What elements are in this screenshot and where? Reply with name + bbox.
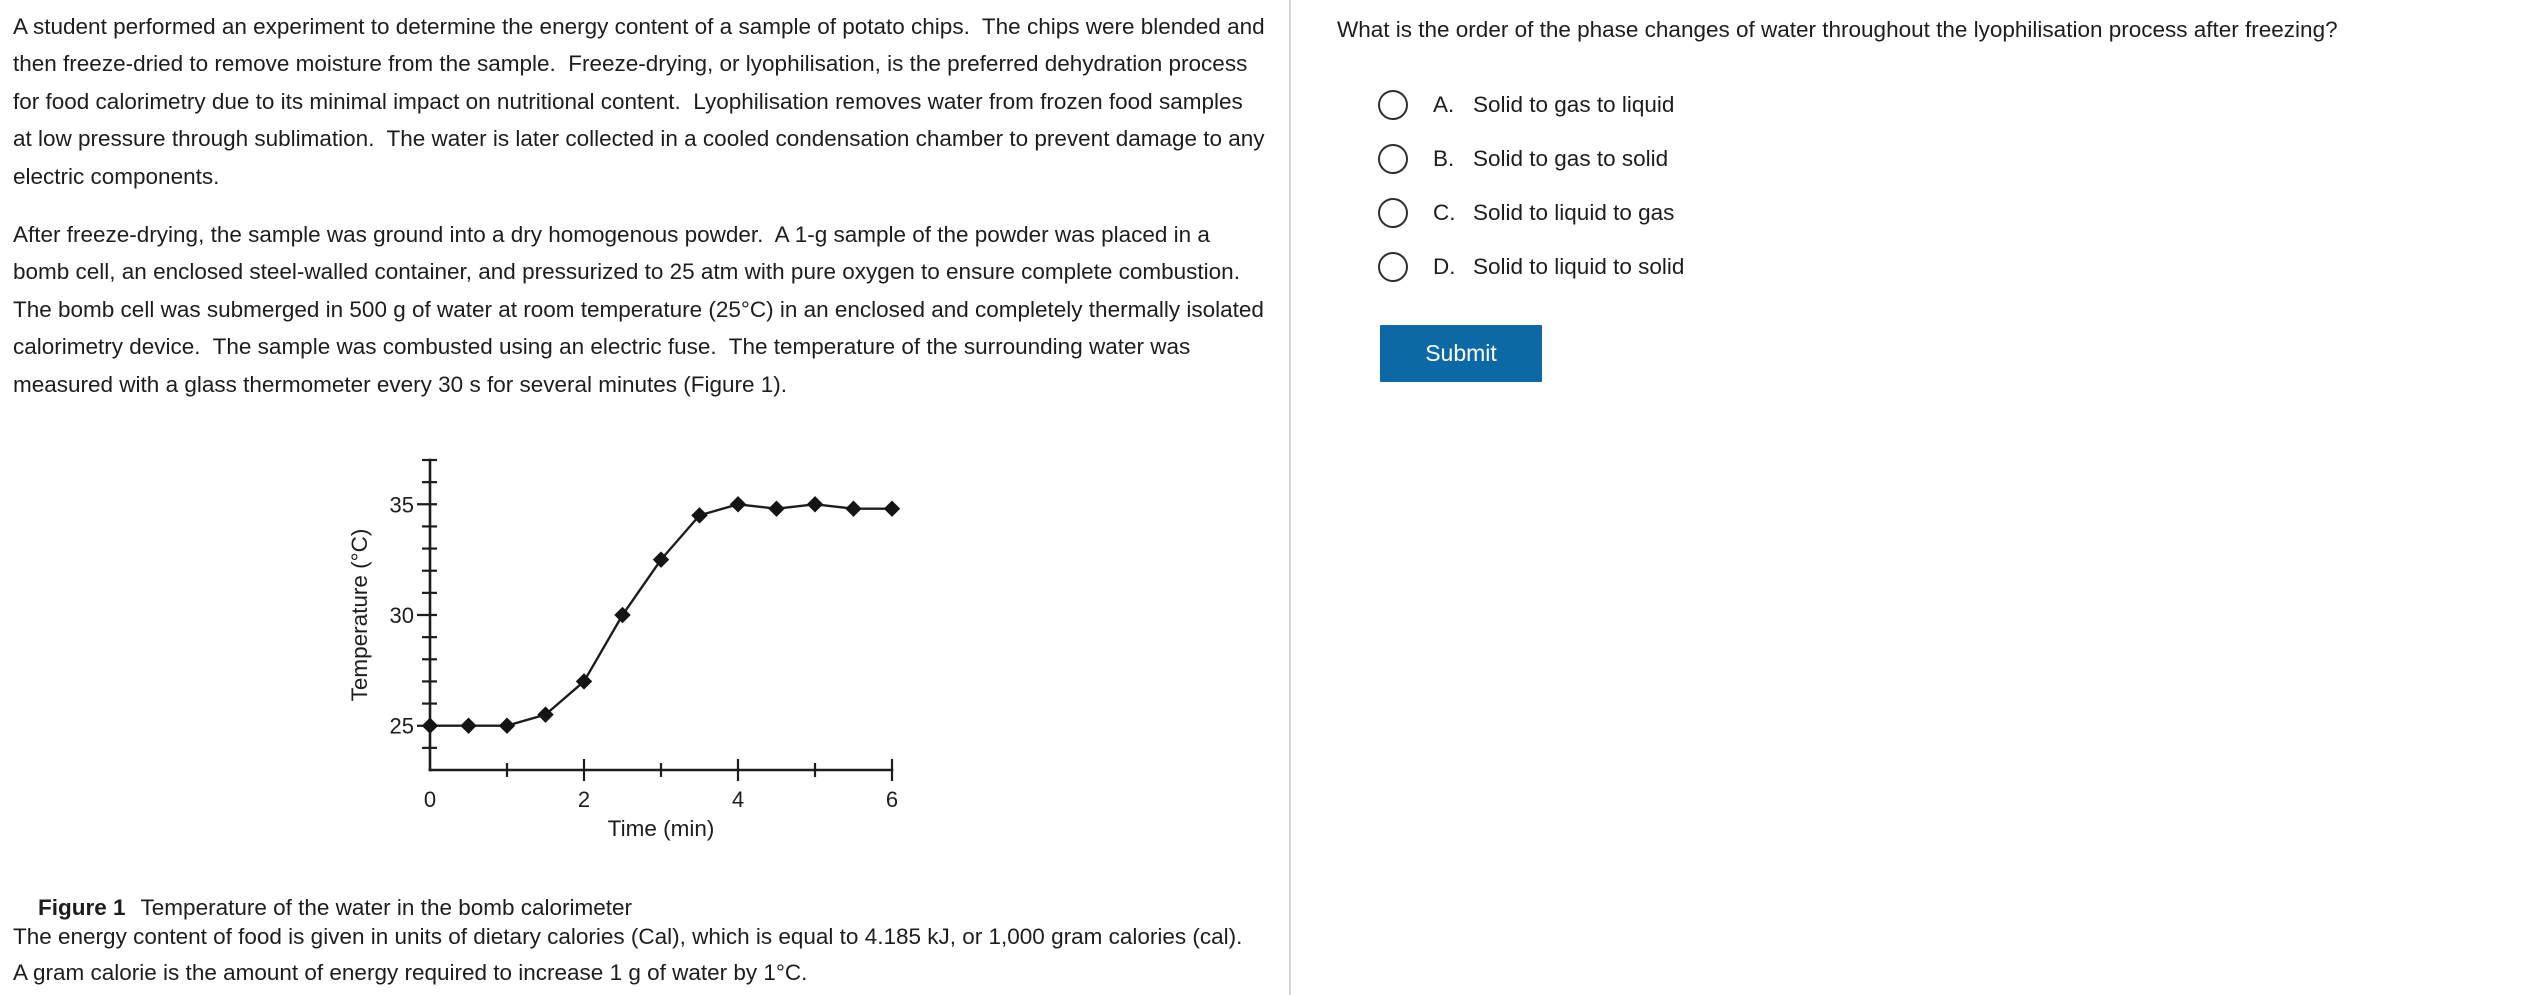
option-letter: D.: [1433, 254, 1456, 279]
option-text: Solid to liquid to gas: [1473, 200, 1675, 225]
figure-caption-text: Temperature of the water in the bomb calorimeter: [140, 895, 633, 920]
y-axis-title: Temperature (°C): [347, 528, 372, 702]
answer-option-b[interactable]: [1378, 144, 1684, 174]
passage-paragraph-2: After freeze-drying, the sample was ground into a dry homogenous powder. A 1-g sample of the powder was placed in a bomb cell, an enclosed steel-walled container, and pressurized to 25 atm with pure oxygen to ensure complete combustion. The bomb cell was submerged in 500 g of water at room temperature (25°C) in an enclosed and completely thermally isolated calorimetry device. The sample was combusted using an electric fuse. The temperature of the surrounding water was measured with a glass thermometer every 30 s for several minutes (Figure 1).: [13, 222, 1271, 397]
temperature-series-line: [430, 504, 892, 725]
figure-caption-label: Figure 1: [38, 895, 126, 920]
passage-paragraph-1: A student performed an experiment to determine the energy content of a sample of potato chips. The chips were blended and then freeze-dried to remove moisture from the sample. Freeze-drying, or lyophilisation, is the preferred dehydration process for food calorimetry due to its minimal impact on nutritional content. Lyophilisation removes water from frozen food samples at low pressure through sublimation. The water is later collected in a cooled condensation chamber to prevent damage to any electric components.: [13, 14, 1271, 189]
data-point-marker: [885, 501, 900, 516]
answer-option-a[interactable]: [1378, 90, 1684, 120]
option-text: Solid to liquid to solid: [1473, 254, 1685, 279]
x-tick-label: 2: [577, 787, 591, 812]
radio-button-b[interactable]: [1378, 144, 1408, 174]
option-letter: C.: [1433, 200, 1456, 225]
data-point-marker: [500, 718, 515, 733]
data-point-marker: [731, 497, 746, 512]
data-point-marker: [846, 501, 861, 516]
radio-button-c[interactable]: [1378, 198, 1408, 228]
answer-options: [1378, 90, 1684, 282]
data-point-marker: [769, 501, 784, 516]
y-tick-label: 35: [389, 492, 414, 518]
data-point-marker: [808, 497, 823, 512]
figure-1-chart: [320, 445, 920, 845]
data-point-marker: [423, 718, 438, 733]
x-tick-label: 4: [731, 787, 745, 812]
option-letter: B.: [1433, 146, 1455, 171]
column-divider: [1289, 0, 1291, 995]
answer-option-c[interactable]: [1378, 198, 1684, 228]
option-text: Solid to gas to liquid: [1473, 92, 1675, 117]
question-text: What is the order of the phase changes of water throughout the lyophilisation process after freezing?: [1337, 17, 2338, 42]
x-tick-label: 6: [885, 787, 899, 812]
option-text: Solid to gas to solid: [1473, 146, 1669, 171]
chart-generated: [390, 460, 900, 812]
x-axis-title: Time (min): [607, 816, 715, 841]
y-tick-label: 25: [389, 713, 414, 739]
passage-paragraph-3: The energy content of food is given in units of dietary calories (Cal), which is equal to 4.185 kJ, or 1,000 gram calories (cal). A gram calorie is the amount of energy required to increase 1 g of water by 1°C.: [13, 924, 1254, 985]
radio-button-d[interactable]: [1378, 252, 1408, 282]
radio-button-a[interactable]: [1378, 90, 1408, 120]
y-tick-label: 30: [389, 603, 414, 628]
option-letter: A.: [1433, 92, 1455, 117]
submit-button[interactable]: Submit: [1380, 325, 1542, 382]
data-point-marker: [615, 608, 630, 623]
answer-option-d[interactable]: [1378, 252, 1684, 282]
x-tick-label: 0: [423, 787, 437, 812]
data-point-marker: [461, 718, 476, 733]
